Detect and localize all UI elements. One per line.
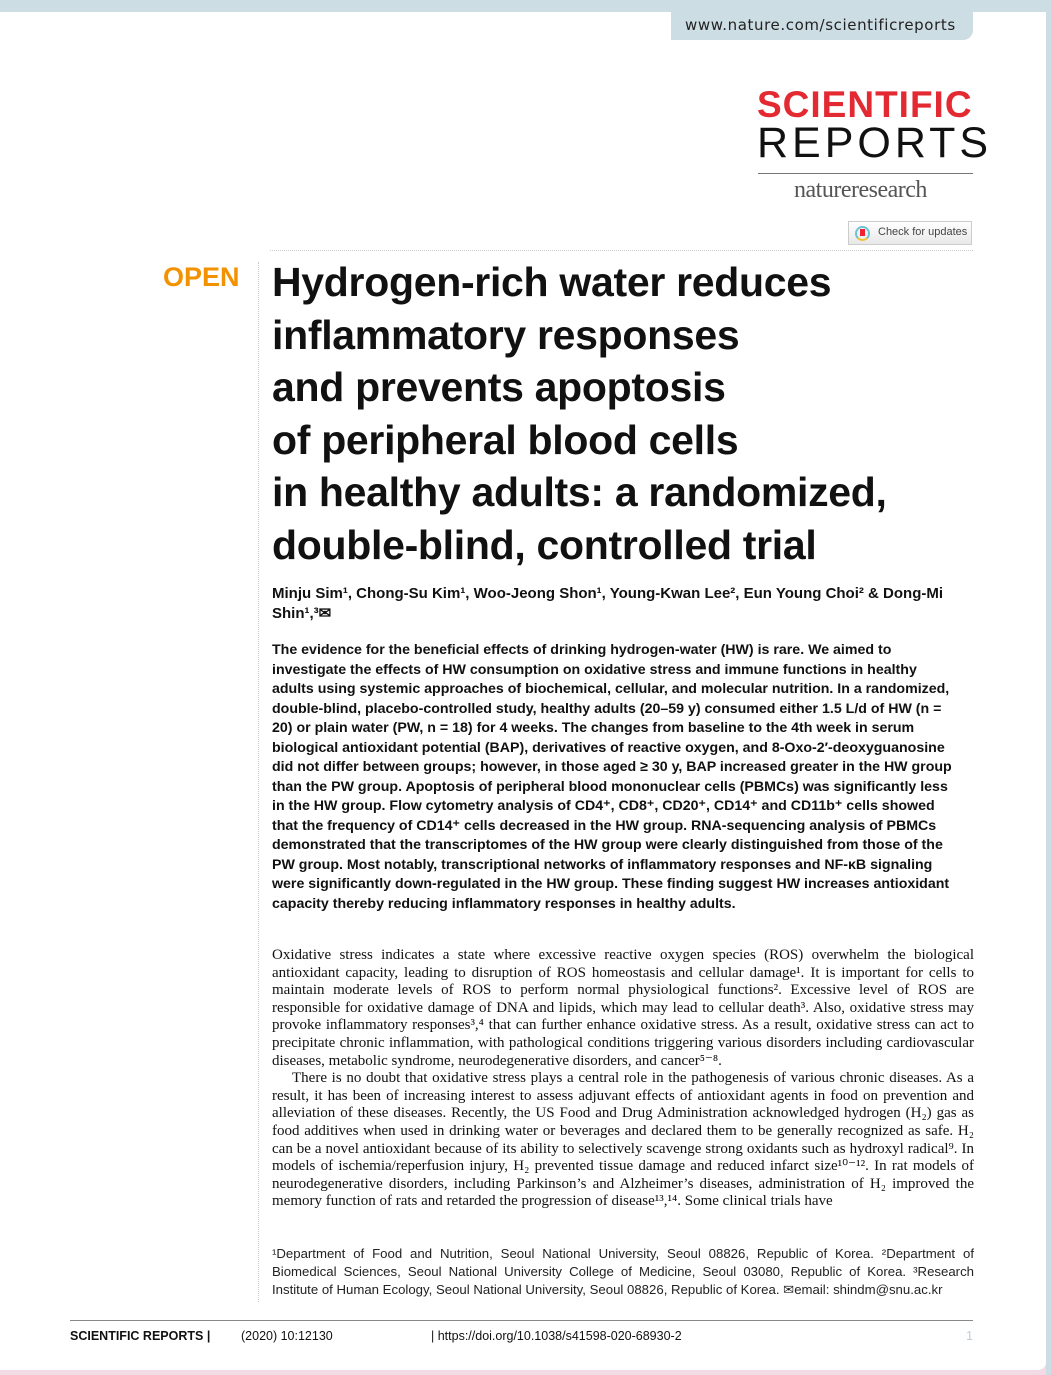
article-title	[272, 256, 972, 571]
title-line: inflammatory responses	[272, 311, 740, 358]
title-line: in healthy adults: a randomized,	[272, 469, 887, 515]
footer-citation: (2020) 10:12130	[241, 1329, 333, 1343]
margin-divider	[258, 262, 259, 1302]
crossmark-icon	[855, 226, 870, 241]
divider	[270, 250, 973, 251]
title-line: and prevents apoptosis	[272, 364, 726, 410]
footer-journal: SCIENTIFIC REPORTS |	[70, 1329, 211, 1343]
journal-url[interactable]: www.nature.com/scientificreports	[671, 10, 973, 40]
logo-divider	[758, 173, 973, 174]
paragraph: There is no doubt that oxidative stress plays a central role in the pathogenesis of various chronic diseases. As a result, it has been of increasing interest to assess adjuvant effects of antioxidant agents in food on prevention and alleviation of these diseases. Recently, the US Food and Drug Administration acknowledged hydrogen (H₂) gas as food additives when used in drinking water or beverages and declared them to be generally recognized as safe. H₂ can be a novel antioxidant because of its ability to selectively scavenge strong oxidants such as hydroxyl radical⁹. In models of ischemia/reperfusion injury, H₂ prevented tissue damage and reduced infarct size¹⁰⁻¹². In rat models of neurodegenerative disorders, including Parkinson’s and Alzheimer’s diseases, administration of H₂ improved the memory function of rats and retarded the progression of disease¹³,¹⁴. Some clinical trials have	[272, 1070, 974, 1210]
abstract: The evidence for the beneficial effects of drinking hydrogen-water (HW) is rare. We aimed to investigate the effects of HW consumption on oxidative stress and immune functions in healthy adults using systemic approaches of biochemical, cellular, and molecular nutrition. In a randomized, double-blind, placebo-controlled study, healthy adults (20–59 y) consumed either 1.5 L/d of HW (n = 20) or plain water (PW, n = 18) for 4 weeks. The changes from baseline to the 4th week in serum biological antioxidant potential (BAP), derivatives of reactive oxygen, and 8-Oxo-2′-deoxyguanosine did not differ between groups; however, in those aged ≥ 30 y, BAP increased greater in the HW group than the PW group. Apoptosis of peripheral blood mononuclear cells (PBMCs) was significantly less in the HW group. Flow cytometry analysis of CD4⁺, CD8⁺, CD20⁺, CD14⁺ and CD11b⁺ cells showed that the frequency of CD14⁺ cells decreased in the HW group. RNA-sequencing analysis of PBMCs demonstrated that the transcriptomes of the HW group were clearly distinguished from those of the PW group. Most notably, transcriptional networks of inflammatory responses and NF-κB signaling were significantly down-regulated in the HW group. These finding suggest HW increases antioxidant capacity thereby reducing inflammatory responses in healthy adults.	[272, 642, 952, 912]
title-line: double-blind, controlled trial	[272, 521, 817, 568]
title-line: Hydrogen-rich water reduces	[272, 259, 832, 305]
body-text	[272, 947, 974, 1211]
publisher-logo: natureresearch	[794, 177, 927, 203]
scrollbar-track[interactable]	[1046, 0, 1051, 1375]
footer-doi-link[interactable]: | https://doi.org/10.1038/s41598-020-68930-2	[431, 1329, 682, 1343]
open-access-label: OPEN	[163, 262, 240, 292]
logo-scientific: SCIENTIFIC	[757, 84, 973, 125]
check-updates-button[interactable]	[848, 221, 972, 245]
check-updates-label: Check for updates	[878, 226, 968, 238]
title-line: of peripheral blood cells	[272, 416, 739, 463]
affiliations: ¹Department of Food and Nutrition, Seoul National University, Seoul 08826, Republic of Korea. ²Department of Biomedical Sciences, Seoul National University College of Medicine, Seoul 03080, Republic of Korea. ³Research Institute of Human Ecology, Seoul National University, Seoul 08826, Republic of Korea. ✉email: shindm@snu.ac.kr	[272, 1246, 974, 1297]
page-number: 1	[966, 1329, 973, 1343]
logo-reports: REPORTS	[757, 119, 993, 167]
footer-divider	[70, 1320, 973, 1321]
paragraph: Oxidative stress indicates a state where excessive reactive oxygen species (ROS) overwhelm the biological antioxidant capacity, leading to disruption of ROS homeostasis and cellular damage¹. It is important for cells to maintain moderate levels of ROS to perform normal physiological functions². Excessive level of ROS are responsible for oxidative damage of DNA and lipids, which may lead to cellular death³. Also, oxidative stress may provoke inflammatory responses³,⁴ that can further enhance oxidative stress. As a result, oxidative stress can act to precipitate chronic inflammation, with pathological conditions triggering various disorders including cardiovascular diseases, metabolic syndrome, neurodegenerative disorders, and cancer⁵⁻⁸.	[272, 947, 974, 1069]
author-list: Minju Sim¹, Chong-Su Kim¹, Woo-Jeong Shon¹, Young-Kwan Lee², Eun Young Choi² & Dong-Mi Shin¹,³✉	[272, 585, 944, 622]
